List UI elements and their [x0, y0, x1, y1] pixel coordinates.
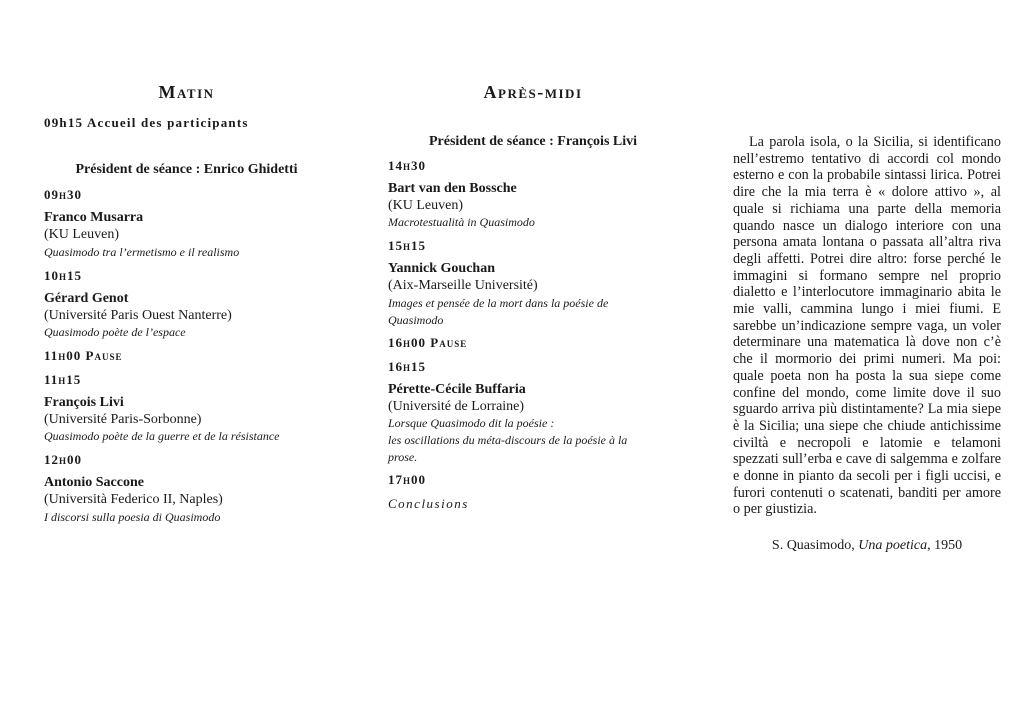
- conclusions-label: Conclusions: [388, 496, 469, 511]
- pause-time: 16h00 Pause: [388, 335, 468, 350]
- session-time: 11h15: [44, 372, 82, 387]
- quote-author: S. Quasimodo,: [771, 538, 855, 553]
- session-time: 10h15: [44, 268, 83, 283]
- talk-title-line: prose.: [388, 450, 418, 464]
- session-time: 17h00: [388, 472, 427, 487]
- quote-attribution: [733, 538, 1001, 554]
- quote-text: [733, 134, 1001, 518]
- speaker-name: Yannick Gouchan: [388, 261, 495, 276]
- speaker-affiliation: (Università Federico II, Naples): [44, 492, 223, 507]
- talk-title: Quasimodo poète de la guerre et de la résistance: [44, 429, 280, 443]
- speaker-affiliation: (KU Leuven): [388, 198, 464, 213]
- speaker-affiliation: (Université Paris-Sorbonne): [44, 412, 202, 427]
- speaker-name: Pérette-Cécile Buffaria: [388, 382, 526, 397]
- speaker-name: Gérard Genot: [44, 291, 129, 306]
- afternoon-president: Président de séance : François Livi: [428, 134, 638, 149]
- speaker-name: Bart van den Bossche: [388, 181, 517, 196]
- pause-time: 11h00 Pause: [44, 348, 123, 363]
- speaker-affiliation: (Aix-Marseille Université): [388, 278, 538, 293]
- talk-title-line: Quasimodo: [388, 313, 444, 327]
- quote-paragraph: La parola isola, o la Sicilia, si identificano nell’estremo tentativo di accordi col mondo esterno e con la probabile sintassi lirica. Potrei dire che la mia terra è « dolore attivo », al quale si richiama una parte della memoria quando nasce un dialogo interiore con una persona amata lontana o passata all’altra riva degli affetti. Potrei dire altro: forse perché le immagini si formano sempre nel proprio dialetto e l’interlocutore immaginario abita le mie valli, cammina lungo i miei fiumi. E sarebbe un’indicazione sempre vaga, un voler determinare una matematica là dove non c’è che il mormorio dei primi numeri. Ma poi: quale poeta non ha posta la sua siepe come confine del mondo, come limite dove il suo sguardo arriva più distintamente? La mia siepe è la Sicilia; una siepe che chiude antichissime civiltà e necropoli e latomie e telamoni spezzati sull’erba e cave di salgemma e zolfare e donne in pianto da secoli per i figli uccisi, e furori contenuti o scatenati, banditi per amore o per giustizia.: [733, 134, 1001, 518]
- session-time: 15h15: [388, 238, 427, 253]
- speaker-name: François Livi: [44, 395, 124, 410]
- talk-title-line: Lorsque Quasimodo dit la poésie :: [388, 416, 555, 430]
- speaker-affiliation: (KU Leuven): [44, 227, 120, 242]
- speaker-affiliation: (Université de Lorraine): [388, 399, 525, 414]
- quote-year: , 1950: [927, 538, 963, 553]
- morning-president: Président de séance : Enrico Ghidetti: [75, 162, 298, 177]
- session-time: 16h15: [388, 359, 427, 374]
- talk-title-line: Images et pensée de la mort dans la poésie de: [388, 296, 609, 310]
- speaker-name: Antonio Saccone: [44, 475, 144, 490]
- talk-title: Quasimodo tra l’ermetismo e il realismo: [44, 245, 240, 259]
- speaker-affiliation: (Université Paris Ouest Nanterre): [44, 308, 232, 323]
- session-time: 09h30: [44, 187, 83, 202]
- talk-title: Macrotestualità in Quasimodo: [388, 215, 535, 229]
- afternoon-heading: Après-midi: [483, 82, 583, 102]
- morning-heading: Matin: [158, 82, 215, 102]
- session-time: 14h30: [388, 158, 427, 173]
- welcome-line: 09h15 Accueil des participants: [44, 115, 249, 130]
- speaker-name: Franco Musarra: [44, 210, 144, 225]
- quote-work: Una poetica: [858, 538, 928, 553]
- talk-title: I discorsi sulla poesia di Quasimodo: [44, 510, 221, 524]
- talk-title-line: les oscillations du méta-discours de la poésie à la: [388, 433, 628, 447]
- talk-title: Quasimodo poète de l’espace: [44, 325, 186, 339]
- session-time: 12h00: [44, 452, 83, 467]
